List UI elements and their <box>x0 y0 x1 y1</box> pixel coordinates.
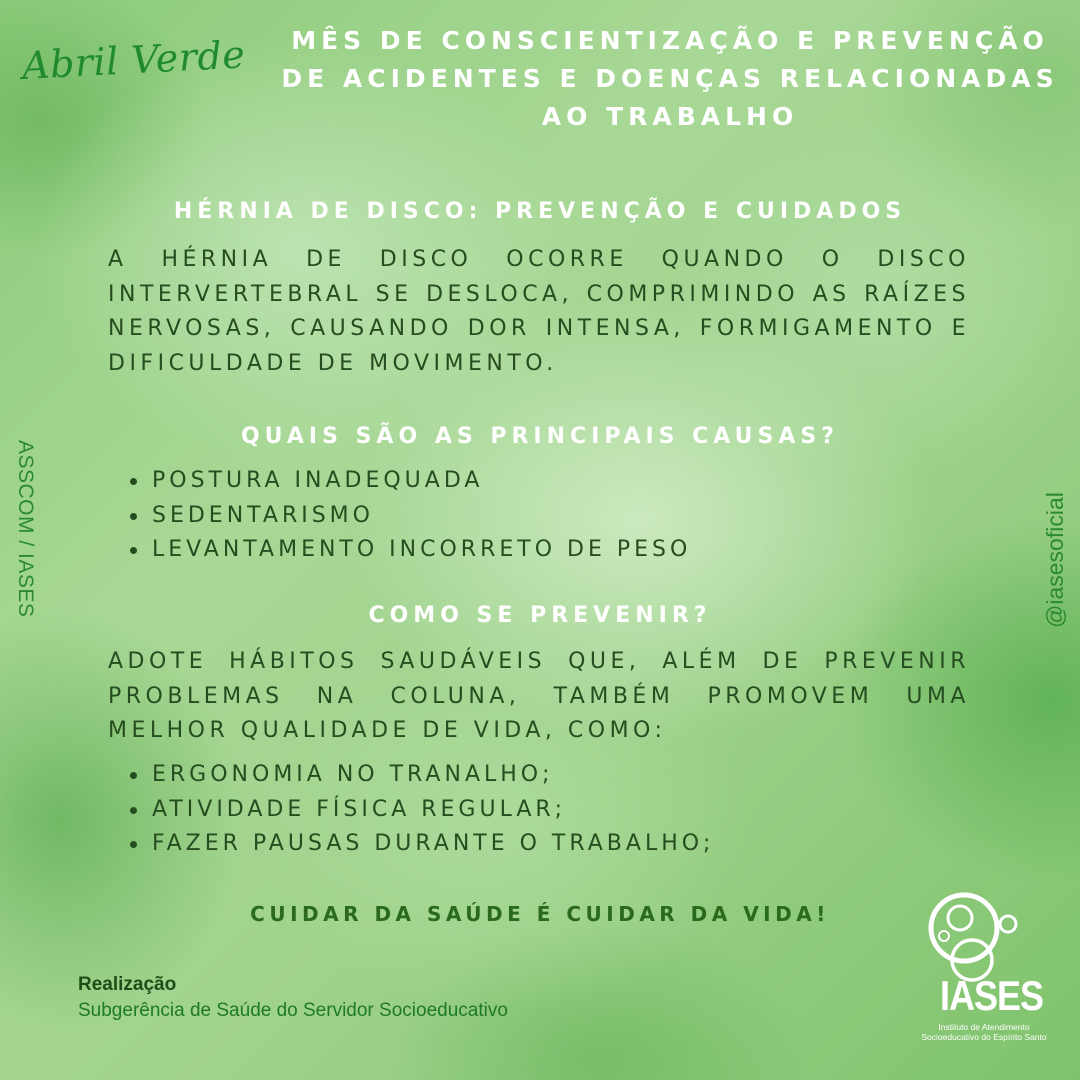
list-item: LEVANTAMENTO INCORRETO DE PESO <box>128 533 691 568</box>
header-title: MÊS DE CONSCIENTIZAÇÃO E PREVENÇÃO DE ACIDENTES E DOENÇAS RELACIONADAS AO TRABALHO <box>281 26 1059 131</box>
campaign-title: Abril Verde <box>21 32 247 88</box>
list-item: ATIVIDADE FÍSICA REGULAR; <box>128 793 714 828</box>
list-item: SEDENTARISMO <box>128 499 691 534</box>
credits-organization: Subgerência de Saúde do Servidor Socioeducativo <box>78 1000 508 1021</box>
list-item: FAZER PAUSAS DURANTE O TRABALHO; <box>128 827 714 862</box>
hernia-description: A HÉRNIA DE DISCO OCORRE QUANDO O DISCO INTERVERTEBRAL SE DESLOCA, COMPRIMINDO AS RAÍZES NERVOSAS, CAUSANDO DOR INTENSA, FORMIGAMENTO E DIFICULDADE DE MOVIMENTO. <box>108 247 970 376</box>
logo-subtitle <box>918 1022 1050 1042</box>
prevention-list <box>128 758 714 862</box>
prevention-description: ADOTE HÁBITOS SAUDÁVEIS QUE, ALÉM DE PREVENIR PROBLEMAS NA COLUNA, TAMBÉM PROMOVEM UMA MELHOR QUALIDADE DE VIDA, COMO: <box>108 649 970 743</box>
side-credit-left: ASSCOM / IASES <box>14 440 37 618</box>
logo-wordmark: IASES <box>940 971 1044 1019</box>
section-heading-prevenir: COMO SE PREVENIR? <box>368 603 712 628</box>
logo-subtitle-line: Socioeducativo do Espírito Santo <box>921 1032 1047 1042</box>
list-item: ERGONOMIA NO TRANALHO; <box>128 758 714 793</box>
credits-label: Realização <box>78 974 177 995</box>
causes-list <box>128 464 691 568</box>
section-heading-hernia: HÉRNIA DE DISCO: PREVENÇÃO E CUIDADOS <box>173 199 907 224</box>
list-item: POSTURA INADEQUADA <box>128 464 691 499</box>
section-heading-causas: QUAIS SÃO AS PRINCIPAIS CAUSAS? <box>240 424 840 449</box>
logo-subtitle-line: Instituto de Atendimento <box>938 1022 1030 1032</box>
social-handle: @iasesoficial <box>1042 492 1068 628</box>
tagline: CUIDAR DA SAÚDE É CUIDAR DA VIDA! <box>250 902 830 926</box>
